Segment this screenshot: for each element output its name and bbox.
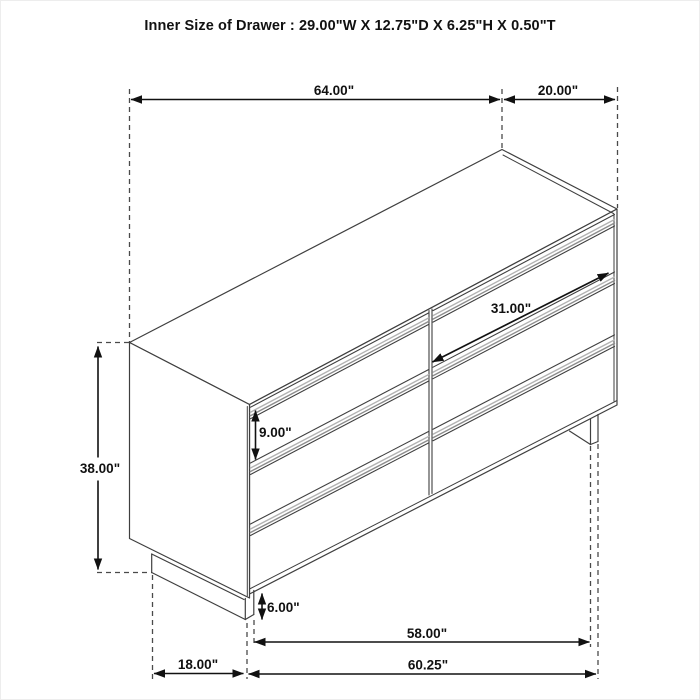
dim-label-drawer-height: 9.00" [259, 425, 292, 440]
dim-label-base-height: 6.00" [267, 600, 300, 615]
dim-label-top-depth: 20.00" [537, 83, 579, 98]
dresser-body [130, 150, 618, 599]
dim-label-base-inner-width: 58.00" [406, 626, 448, 641]
dim-label-overall-height: 38.00" [79, 461, 121, 476]
diagram-title: Inner Size of Drawer : 29.00"W X 12.75"D X 6.25"H X 0.50"T [144, 18, 556, 34]
dresser-drawing [1, 1, 700, 700]
dim-label-base-width: 60.25" [407, 657, 449, 673]
dim-label-base-depth: 18.00" [177, 657, 219, 672]
dim-label-top-width: 64.00" [313, 83, 355, 98]
dim-label-drawer-width: 31.00" [490, 301, 532, 316]
